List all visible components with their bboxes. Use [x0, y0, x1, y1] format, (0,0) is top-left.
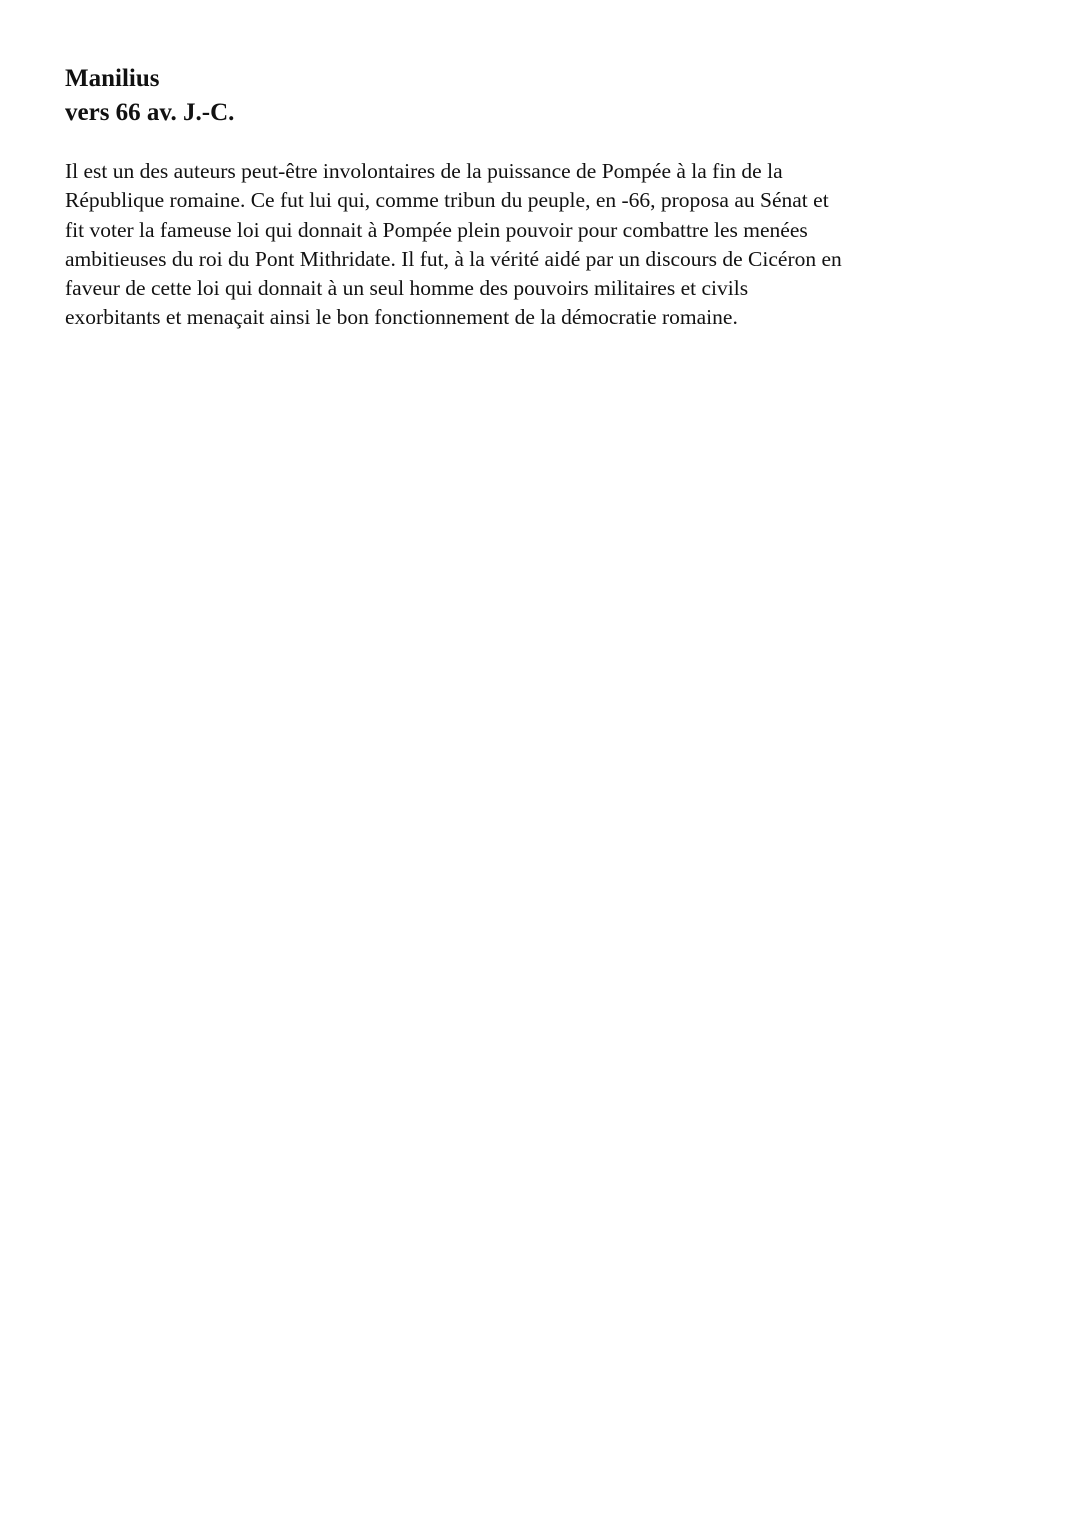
paragraph-line: Il est un des auteurs peut-être involontaires de la puissance de Pompée à la fin de la	[65, 159, 783, 183]
paragraph-line: exorbitants et menaçait ainsi le bon fonctionnement de la démocratie romaine.	[65, 305, 738, 330]
paragraph-line: République romaine. Ce fut lui qui, comme tribun du peuple, en -66, proposa au Sénat et	[65, 188, 829, 213]
heading-block	[65, 62, 1005, 130]
paragraph-line: ambitieuses du roi du Pont Mithridate. Il fut, à la vérité aidé par un discours de Cicéron en	[65, 246, 842, 271]
paragraph-line: faveur de cette loi qui donnait à un seul homme des pouvoirs militaires et civils	[65, 276, 749, 301]
page-subtitle-date: vers 66 av. J.-C.	[65, 99, 235, 126]
page-title: Manilius	[65, 65, 160, 92]
paragraph-line: fit voter la fameuse loi qui donnait à Pompée plein pouvoir pour combattre les menées	[65, 217, 808, 242]
body-paragraph	[65, 157, 1025, 333]
